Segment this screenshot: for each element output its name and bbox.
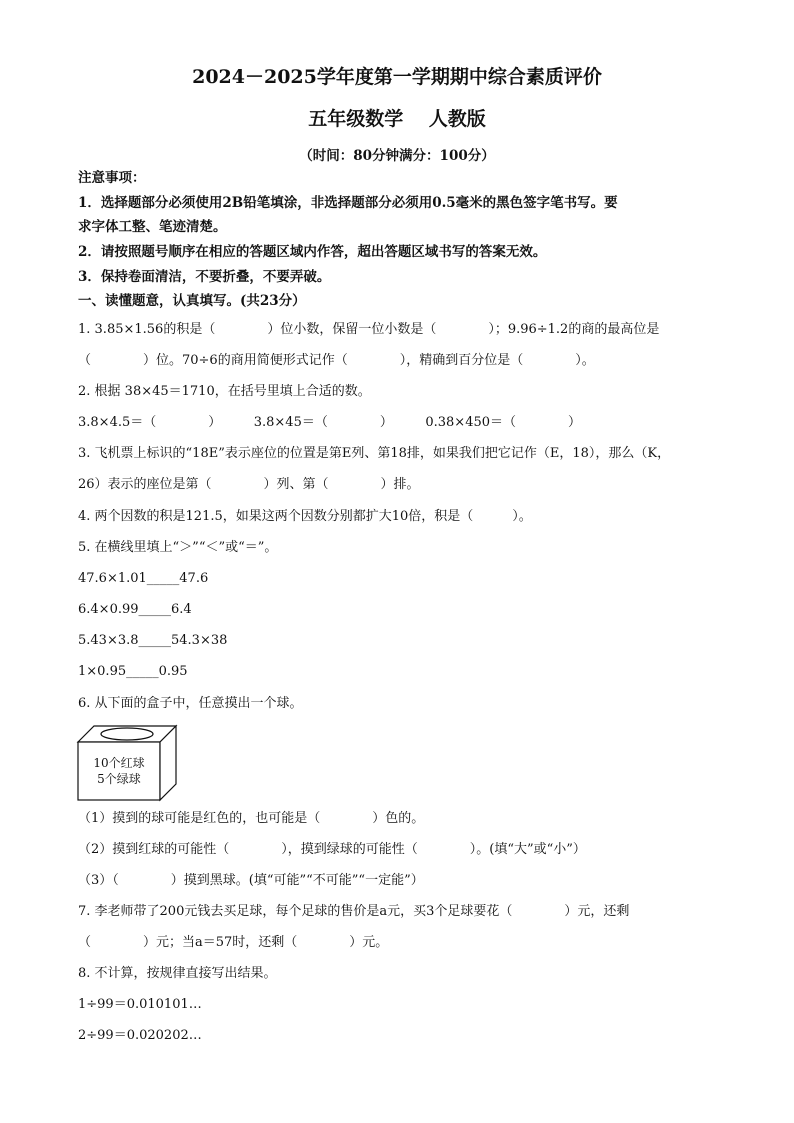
exam-time-info: （时间：80分钟满分：100分）: [299, 148, 495, 164]
question-1-line-1: 1. 3.85×1.56的积是（ ）位小数，保留一位小数是（ ）；9.96÷1.2的商的最高位是: [78, 322, 660, 337]
question-5-item-1: 47.6×1.01_____47.6: [78, 571, 209, 586]
question-6-sub-1: （1）摸到的球可能是红色的，也可能是（ ）色的。: [78, 811, 425, 826]
question-3-line-1: 3. 飞机票上标识的“18E”表示座位的位置是第E列、第18排，如果我们把它记作（E，18），那么（K，: [78, 446, 671, 461]
box-green-ball-count: 5个绿球: [97, 772, 141, 786]
section-heading: 一、读懂题意，认真填写。(共23分）: [78, 293, 306, 309]
question-7-line-1: 7. 李老师带了200元钱去买足球，每个足球的售价是a元，买3个足球要花（ ）元，还剩: [78, 904, 630, 919]
question-5-item-2: 6.4×0.99_____6.4: [78, 602, 192, 617]
question-6-sub-3: （3）（ ）摸到黑球。(填“可能”“不可能”“一定能”）: [78, 873, 424, 888]
question-2-stem: 2. 根据 38×45＝1710，在括号里填上合适的数。: [78, 384, 371, 399]
question-5-item-3: 5.43×3.8_____54.3×38: [78, 633, 228, 648]
question-8-item-2: 2÷99＝0.020202…: [78, 1028, 202, 1043]
question-6-sub-2: （2）摸到红球的可能性（ ），摸到绿球的可能性（ ）。(填“大”或“小”）: [78, 842, 586, 857]
question-8-item-1: 1÷99＝0.010101…: [78, 997, 202, 1012]
notice-item-1: 1．选择题部分必须使用2B铅笔填涂，非选择题部分必须用0.5毫米的黑色签字笔书写。要: [78, 195, 618, 211]
question-2-blanks: 3.8×4.5＝（ ） 3.8×45＝（ ） 0.38×450＝（ ）: [78, 415, 582, 430]
question-6-stem: 6. 从下面的盒子中，任意摸出一个球。: [78, 696, 303, 711]
question-1-line-2: （ ）位。70÷6的商用简便形式记作（ ），精确到百分位是（ ）。: [78, 353, 595, 368]
question-5-stem: 5. 在横线里填上“＞”“＜”或“＝”。: [78, 540, 278, 555]
exam-subtitle: 五年级数学 人教版: [308, 108, 486, 130]
question-5-item-4: 1×0.95_____0.95: [78, 664, 188, 679]
notice-heading: 注意事项：: [78, 170, 146, 186]
question-7-line-2: （ ）元；当a＝57时，还剩（ ）元。: [78, 935, 389, 950]
notice-item-3: 3．保持卷面清洁，不要折叠，不要弄破。: [78, 269, 331, 285]
question-4: 4. 两个因数的积是121.5，如果这两个因数分别都扩大10倍，积是（ ）。: [78, 509, 532, 524]
notice-item-1-cont: 求字体工整、笔迹清楚。: [78, 219, 227, 235]
question-8-stem: 8. 不计算，按规律直接写出结果。: [78, 966, 277, 981]
box-red-ball-count: 10个红球: [93, 756, 145, 770]
notice-item-2: 2．请按照题号顺序在相应的答题区域内作答，超出答题区域书写的答案无效。: [78, 244, 547, 260]
exam-title: 2024－2025学年度第一学期期中综合素质评价: [192, 66, 602, 88]
ball-box-figure: [76, 724, 180, 802]
question-3-line-2: 26）表示的座位是第（ ）列、第（ ）排。: [78, 477, 420, 492]
